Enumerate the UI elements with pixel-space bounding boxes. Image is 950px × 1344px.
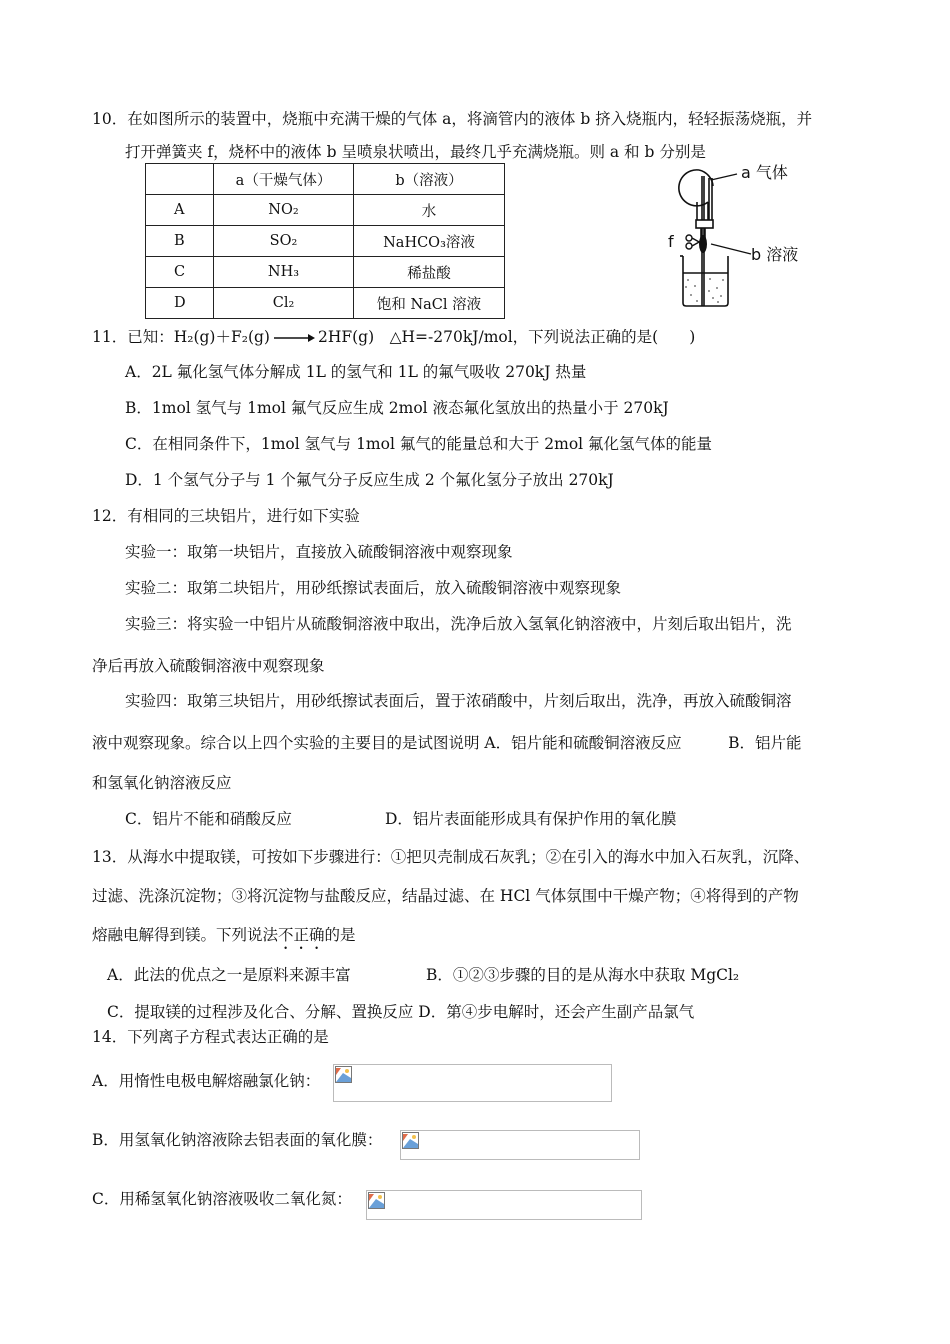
emphasis-not-correct: 不正确 <box>278 926 325 944</box>
q14-option-c: C．用稀氢氧化钠溶液吸收二氧化氮： <box>92 1190 352 1208</box>
table-row: D Cl₂ 饱和 NaCl 溶液 <box>146 288 505 319</box>
q11-option-d: D．1 个氢气分子与 1 个氟气分子反应生成 2 个氟化氢分子放出 270kJ <box>125 471 614 489</box>
q14-option-b: B．用氢氧化钠溶液除去铝表面的氧化膜： <box>92 1131 383 1149</box>
equation-image-placeholder-c <box>366 1190 642 1220</box>
broken-image-icon <box>335 1066 352 1083</box>
reaction-arrow-icon <box>272 332 316 344</box>
q12-experiment-4-line-3: 和氢氧化钠溶液反应 <box>92 774 232 792</box>
header-solution: b（溶液） <box>354 164 505 195</box>
q11-stem: 11．已知：H₂(g)＋F₂(g) 2HF(g) △H=-270kJ/mol，下列说法正确的是( ) <box>92 328 696 346</box>
q12-experiment-4-line-2: 液中观察现象。综合以上四个实验的主要目的是试图说明 A．铝片能和硫酸铜溶液反应 B．铝片能 <box>92 734 802 752</box>
fountain-apparatus-drawing <box>655 158 815 313</box>
q12-option-d: D．铝片表面能形成具有保护作用的氧化膜 <box>385 810 677 828</box>
table-header-row <box>146 164 505 195</box>
q11-option-b: B．1mol 氢气与 1mol 氟气反应生成 2mol 液态氟化氢放出的热量小于 270kJ <box>125 399 669 417</box>
q10-line-1: 10．在如图所示的装置中，烧瓶中充满干燥的气体 a，将滴管内的液体 b 挤入烧瓶内，轻轻振荡烧瓶，并 <box>92 110 813 128</box>
q13-line-2: 过滤、洗涤沉淀物；③将沉淀物与盐酸反应，结晶过滤、在 HCl 气体氛围中干燥产物；④将得到的产物 <box>92 887 799 905</box>
q13-line-3: 熔融电解得到镁。下列说法不正确的是 <box>92 926 356 944</box>
header-gas: a（干燥气体） <box>214 164 354 195</box>
q14-option-a: A．用惰性电极电解熔融氯化钠： <box>92 1072 321 1090</box>
q14-stem: 14．下列离子方程式表达正确的是 <box>92 1028 329 1046</box>
equation-image-placeholder-a <box>333 1064 612 1102</box>
q12-experiment-1: 实验一：取第一块铝片，直接放入硫酸铜溶液中观察现象 <box>125 543 513 561</box>
table-row: B SO₂ NaHCO₃溶液 <box>146 226 505 257</box>
table-row: C NH₃ 稀盐酸 <box>146 257 505 288</box>
equation-image-placeholder-b <box>400 1130 640 1160</box>
figure-label-gas: a 气体 <box>741 163 788 182</box>
table-row: A NO₂ 水 <box>146 195 505 226</box>
q13-option-cd: C．提取镁的过程涉及化合、分解、置换反应 D．第④步电解时，还会产生副产品氯气 <box>107 1003 695 1021</box>
q12-experiment-4-line-1: 实验四：取第三块铝片，用砂纸擦试表面后，置于浓硝酸中，片刻后取出，洗净，再放入硫酸铜溶 <box>125 692 792 710</box>
fountain-apparatus-figure <box>655 158 815 313</box>
q10-options-table <box>145 163 505 319</box>
q13-line-1: 13．从海水中提取镁，可按如下步骤进行：①把贝壳制成石灰乳；②在引入的海水中加入石灰乳，沉降、 <box>92 848 810 866</box>
q13-option-b: B．①②③步骤的目的是从海水中获取 MgCl₂ <box>426 966 740 984</box>
q12-experiment-3-line-2: 净后再放入硫酸铜溶液中观察现象 <box>92 657 325 675</box>
broken-image-icon <box>368 1192 385 1209</box>
figure-label-clip: f <box>668 232 674 251</box>
broken-image-icon <box>402 1132 419 1149</box>
q12-experiment-2: 实验二：取第二块铝片，用砂纸擦试表面后，放入硫酸铜溶液中观察现象 <box>125 579 622 597</box>
q11-option-c: C．在相同条件下，1mol 氢气与 1mol 氟气的能量总和大于 2mol 氟化氢气体的能量 <box>125 435 713 453</box>
q10-line-2: 打开弹簧夹 f，烧杯中的液体 b 呈喷泉状喷出，最终几乎充满烧瓶。则 a 和 b 分别是 <box>125 143 706 161</box>
q11-option-a: A．2L 氟化氢气体分解成 1L 的氢气和 1L 的氟气吸收 270kJ 热量 <box>125 363 587 381</box>
figure-label-solution: b 溶液 <box>751 245 799 264</box>
q12-stem: 12．有相同的三块铝片，进行如下实验 <box>92 507 360 525</box>
q13-option-a: A．此法的优点之一是原料来源丰富 <box>107 966 351 984</box>
q12-option-c: C．铝片不能和硝酸反应 <box>125 810 292 828</box>
q12-experiment-3-line-1: 实验三：将实验一中铝片从硫酸铜溶液中取出，洗净后放入氢氧化钠溶液中，片刻后取出铝片，洗 <box>125 615 792 633</box>
